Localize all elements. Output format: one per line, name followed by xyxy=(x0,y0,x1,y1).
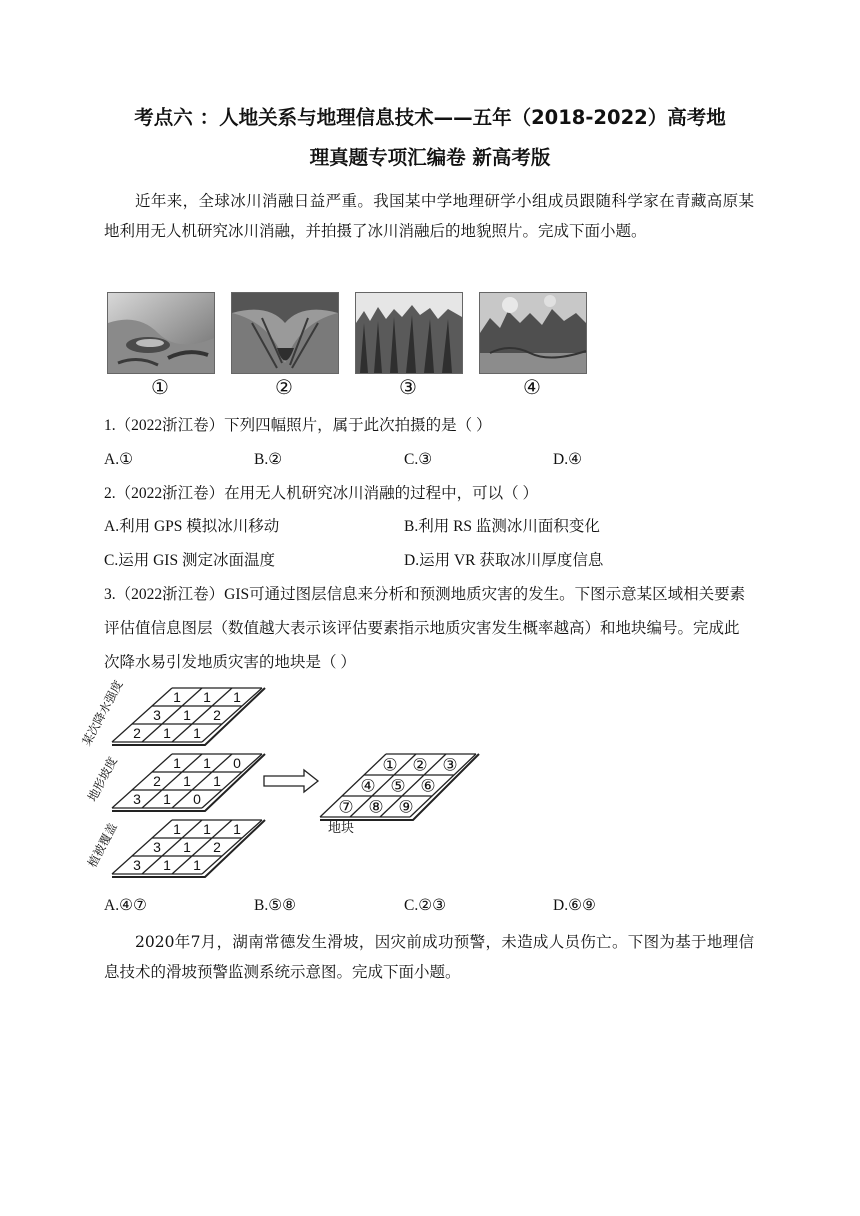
layer-1-value: 1 xyxy=(233,689,241,705)
parcel-number: ⑧ xyxy=(368,797,384,818)
layer-2-value: 0 xyxy=(193,791,201,807)
layer-2-value: 2 xyxy=(153,773,161,789)
layer-1-value: 1 xyxy=(173,689,181,705)
layer-2-vline xyxy=(202,754,262,808)
photo-4-image xyxy=(479,292,587,374)
layer-2-value: 1 xyxy=(203,755,211,771)
parcel-number: ⑦ xyxy=(338,797,354,818)
layer-2-value: 1 xyxy=(213,773,221,789)
layer-3-value: 1 xyxy=(163,857,171,873)
q2-option-c[interactable]: C.运用 GIS 测定冰面温度 xyxy=(104,552,275,569)
question-2-options-row-1 xyxy=(104,510,754,544)
layer-3-value: 3 xyxy=(133,857,141,873)
parcel-number: ④ xyxy=(360,776,376,797)
layer-1-vline xyxy=(172,688,232,742)
layer-3-value: 3 xyxy=(153,839,161,855)
layer-2-value: 1 xyxy=(183,773,191,789)
layer-3-vline xyxy=(172,820,232,874)
layer-2-value: 1 xyxy=(163,791,171,807)
layer-2-vline xyxy=(172,754,232,808)
intro-paragraph-landslide: 2020年7月，湖南常德发生滑坡，因灾前成功预警，未造成人员伤亡。下图为基于地理信息技术的滑坡预警监测系统示意图。完成下面小题。 xyxy=(104,933,754,981)
question-1-options xyxy=(104,443,754,477)
question-2-options-row-2 xyxy=(104,544,754,578)
photo-1-label: ① xyxy=(151,375,169,399)
parcel-label: 地块 xyxy=(328,821,355,836)
question-1-stem: 1.（2022浙江卷）下列四幅照片，属于此次拍摄的是（ ） xyxy=(104,417,492,434)
question-2-stem: 2.（2022浙江卷）在用无人机研究冰川消融的过程中，可以（ ） xyxy=(104,485,539,502)
layer-1-value: 3 xyxy=(153,707,161,723)
layer-1-label: 某次降水强度 xyxy=(79,678,126,749)
q2-option-d[interactable]: D.运用 VR 获取冰川厚度信息 xyxy=(404,552,604,569)
photo-2-label: ② xyxy=(275,375,293,399)
layer-2-value: 1 xyxy=(173,755,181,771)
q1-option-b[interactable]: B.② xyxy=(254,451,283,468)
layer-1-vline xyxy=(202,688,262,742)
question-3-stem: 3.（2022浙江卷）GIS可通过图层信息来分析和预测地质灾害的发生。下图示意某区域相关要素评估值信息图层（数值越大表示该评估要素指示地质灾害发生概率越高）和地块编号。完成此次降水易引发地质灾害的地块是（ ） xyxy=(104,586,746,671)
layer-1-value: 1 xyxy=(163,725,171,741)
q2-option-a[interactable]: A.利用 GPS 模拟冰川移动 xyxy=(104,518,280,535)
title-line-2: 理真题专项汇编卷 新高考版 xyxy=(309,146,551,169)
layer-3-value: 1 xyxy=(183,839,191,855)
layer-3-value: 1 xyxy=(193,857,201,873)
photo-1-image xyxy=(107,292,215,374)
layer-2-value: 0 xyxy=(233,755,241,771)
parcel-number: ① xyxy=(382,755,398,776)
layer-1-value: 1 xyxy=(183,707,191,723)
intro-paragraph-glacier: 近年来，全球冰川消融日益严重。我国某中学地理研学小组成员跟随科学家在青藏高原某地利用无人机研究冰川消融，并拍摄了冰川消融后的地貌照片。完成下面小题。 xyxy=(104,192,754,240)
arrow-icon xyxy=(264,770,318,792)
layer-3-value: 1 xyxy=(203,821,211,837)
layer-1-value: 2 xyxy=(213,707,221,723)
parcel-number: ② xyxy=(412,755,428,776)
parcel-number: ⑤ xyxy=(390,776,406,797)
layer-1-value: 2 xyxy=(133,725,141,741)
q3-option-c[interactable]: C.②③ xyxy=(404,897,447,914)
photo-2-image xyxy=(231,292,339,374)
photo-4-label: ④ xyxy=(523,375,541,399)
layer-3-label: 植被覆盖 xyxy=(85,820,120,870)
parcel-number: ③ xyxy=(442,755,458,776)
q2-option-b[interactable]: B.利用 RS 监测冰川面积变化 xyxy=(404,518,600,535)
layer-1-value: 1 xyxy=(193,725,201,741)
q3-option-a[interactable]: A.④⑦ xyxy=(104,897,147,914)
layer-3-value: 1 xyxy=(173,821,181,837)
parcel-number: ⑨ xyxy=(398,797,414,818)
gis-layers-diagram xyxy=(79,678,460,889)
photo-3-image xyxy=(355,292,463,374)
layer-3-vline xyxy=(202,820,262,874)
q3-option-b[interactable]: B.⑤⑧ xyxy=(254,897,297,914)
document-title xyxy=(80,98,780,178)
parcel-number: ⑥ xyxy=(420,776,436,797)
layer-2-value: 3 xyxy=(133,791,141,807)
photo-3-label: ③ xyxy=(399,375,417,399)
q1-option-c[interactable]: C.③ xyxy=(404,451,433,468)
q1-option-a[interactable]: A.① xyxy=(104,451,133,468)
title-line-1: 考点六 ：人地关系与地理信息技术——五年（2018-2022）高考地 xyxy=(134,106,726,129)
q1-option-d[interactable]: D.④ xyxy=(553,451,582,468)
layer-3-value: 2 xyxy=(213,839,221,855)
layer-1-value: 1 xyxy=(203,689,211,705)
question-3-options xyxy=(104,889,754,923)
layer-2-label: 地形坡度 xyxy=(85,754,120,804)
layer-3-value: 1 xyxy=(233,821,241,837)
q3-option-d[interactable]: D.⑥⑨ xyxy=(553,897,596,914)
